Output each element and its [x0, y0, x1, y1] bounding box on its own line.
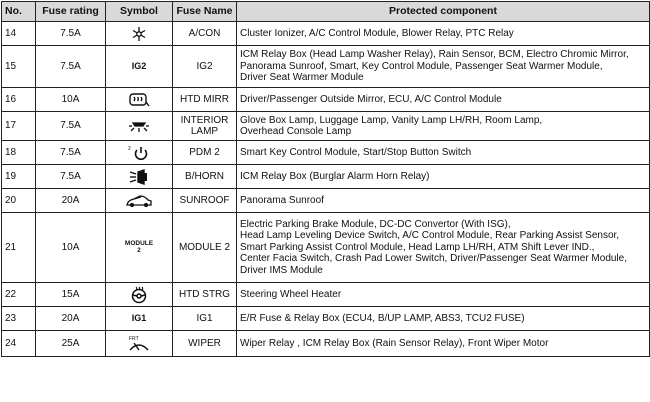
fuse-number: 18 — [2, 141, 36, 165]
fuse-name: INTERIOR LAMP — [173, 112, 237, 141]
fuse-rating: 20A — [36, 189, 106, 213]
fuse-rating: 10A — [36, 213, 106, 283]
symbol-text: MODULE 2 — [124, 239, 154, 254]
fuse-symbol — [106, 283, 173, 307]
protected-component: E/R Fuse & Relay Box (ECU4, B/UP LAMP, ABS3, TCU2 FUSE) — [237, 307, 650, 331]
fuse-number: 16 — [2, 88, 36, 112]
table-row — [2, 22, 650, 46]
fuse-rating: 7.5A — [36, 46, 106, 88]
fuse-number: 17 — [2, 112, 36, 141]
heated-steering-icon — [109, 286, 169, 304]
fuse-name: HTD STRG — [173, 283, 237, 307]
fuse-symbol — [106, 141, 173, 165]
table-row — [2, 213, 650, 283]
fuse-name: MODULE 2 — [173, 213, 237, 283]
fuse-name: HTD MIRR — [173, 88, 237, 112]
protected-component: Smart Key Control Module, Start/Stop Button Switch — [237, 141, 650, 165]
fuse-name: B/HORN — [173, 165, 237, 189]
fuse-symbol — [106, 112, 173, 141]
header-no: No. — [2, 2, 36, 22]
protected-component: Cluster Ionizer, A/C Control Module, Blower Relay, PTC Relay — [237, 22, 650, 46]
fuse-number: 15 — [2, 46, 36, 88]
fuse-symbol — [106, 331, 173, 357]
fuse-number: 21 — [2, 213, 36, 283]
protected-component: ICM Relay Box (Burglar Alarm Horn Relay) — [237, 165, 650, 189]
protected-component: Panorama Sunroof — [237, 189, 650, 213]
front-wiper-icon — [109, 335, 169, 353]
fuse-symbol — [106, 88, 173, 112]
header-protected-component: Protected component — [237, 2, 650, 22]
table-row — [2, 283, 650, 307]
fuse-rating: 7.5A — [36, 141, 106, 165]
fuse-name: SUNROOF — [173, 189, 237, 213]
header-fuse-rating: Fuse rating — [36, 2, 106, 22]
heated-mirror-icon — [109, 92, 169, 108]
fuse-symbol — [106, 213, 173, 283]
fuse-symbol — [106, 189, 173, 213]
table-row — [2, 46, 650, 88]
header-row — [2, 2, 650, 22]
protected-component: Driver/Passenger Outside Mirror, ECU, A/C Control Module — [237, 88, 650, 112]
table-row — [2, 331, 650, 357]
table-row — [2, 189, 650, 213]
fuse-name: IG2 — [173, 46, 237, 88]
fuse-name: PDM 2 — [173, 141, 237, 165]
snowflake-icon — [109, 26, 169, 42]
fuse-symbol — [106, 307, 173, 331]
fuse-number: 23 — [2, 307, 36, 331]
sunroof-icon — [109, 194, 169, 208]
protected-component: Glove Box Lamp, Luggage Lamp, Vanity Lamp LH/RH, Room Lamp, Overhead Console Lamp — [237, 112, 650, 141]
protected-component: Electric Parking Brake Module, DC-DC Convertor (With ISG), Head Lamp Leveling Device Switch, A/C Control Module, Rear Parking Assist Sensor, Smart Parking Assist Control Module, Head Lamp LH/RH, ATM Shift Lever IND., Center Facia Switch, Crash Pad Lower Switch, Driver/Passenger Seat Warmer Module, Driver IMS Module — [237, 213, 650, 283]
fuse-name: WIPER — [173, 331, 237, 357]
svg-text:2: 2 — [128, 145, 131, 152]
symbol-text: IG2 — [131, 60, 147, 71]
fuse-rating: 20A — [36, 307, 106, 331]
fuse-symbol — [106, 22, 173, 46]
fuse-rating: 25A — [36, 331, 106, 357]
fuse-number: 19 — [2, 165, 36, 189]
table-row — [2, 165, 650, 189]
fuse-name: IG1 — [173, 307, 237, 331]
fuse-rating: 15A — [36, 283, 106, 307]
fuse-number: 22 — [2, 283, 36, 307]
fuse-rating: 10A — [36, 88, 106, 112]
fuse-table — [1, 1, 650, 357]
protected-component: ICM Relay Box (Head Lamp Washer Relay), Rain Sensor, BCM, Electro Chromic Mirror, Panorama Sunroof, Smart, Key Control Module, Passenger Seat Warmer Module, Driver Seat Warmer Module — [237, 46, 650, 88]
table-row — [2, 88, 650, 112]
symbol-text: IG1 — [131, 312, 147, 323]
table-row — [2, 307, 650, 331]
table-row — [2, 112, 650, 141]
fuse-rating: 7.5A — [36, 112, 106, 141]
horn-icon — [109, 169, 169, 185]
protected-component: Steering Wheel Heater — [237, 283, 650, 307]
front-wiper-label: FRT — [129, 335, 139, 342]
fuse-number: 20 — [2, 189, 36, 213]
fuse-rating: 7.5A — [36, 165, 106, 189]
table-row — [2, 141, 650, 165]
header-symbol: Symbol — [106, 2, 173, 22]
fuse-symbol — [106, 165, 173, 189]
fuse-rating: 7.5A — [36, 22, 106, 46]
power-icon — [109, 145, 169, 161]
interior-lamp-icon — [109, 119, 169, 133]
protected-component: Wiper Relay , ICM Relay Box (Rain Sensor Relay), Front Wiper Motor — [237, 331, 650, 357]
fuse-name: A/CON — [173, 22, 237, 46]
fuse-number: 14 — [2, 22, 36, 46]
header-fuse-name: Fuse Name — [173, 2, 237, 22]
fuse-symbol — [106, 46, 173, 88]
fuse-number: 24 — [2, 331, 36, 357]
